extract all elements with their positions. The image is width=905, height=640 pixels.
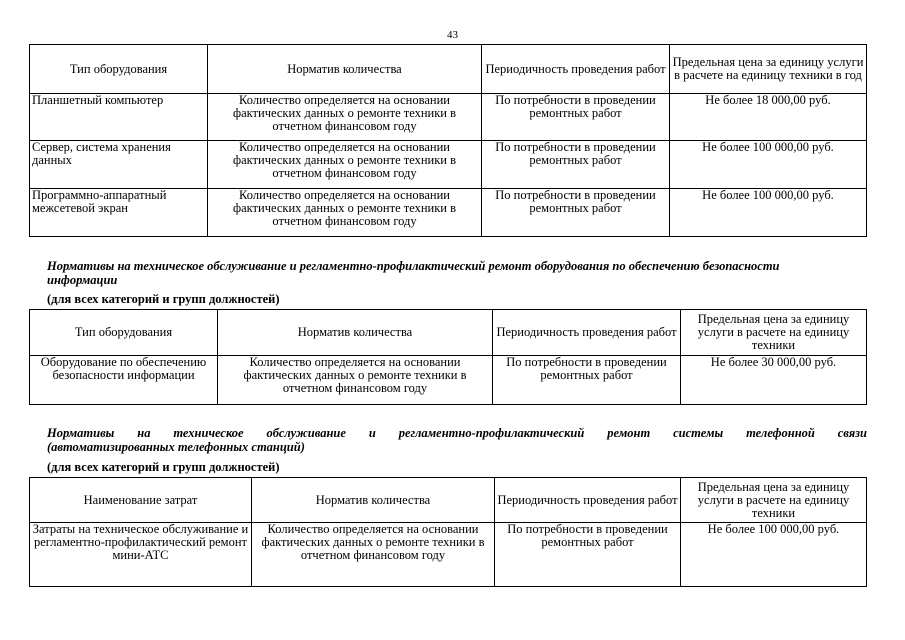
equipment-repair-table xyxy=(29,44,867,237)
section-heading xyxy=(47,426,867,454)
table-cell: Не более 100 000,00 руб. xyxy=(670,141,867,189)
security-equipment-table xyxy=(29,309,867,405)
column-header: Тип оборудования xyxy=(30,310,218,356)
table-cell: Не более 100 000,00 руб. xyxy=(670,189,867,237)
column-header: Норматив количества xyxy=(218,310,493,356)
table-cell: Планшетный компьютер xyxy=(30,94,208,141)
column-header: Тип оборудования xyxy=(30,45,208,94)
table-cell: Количество определяется на основании фактических данных о ремонте техники в отчетном финансовом году xyxy=(252,523,495,587)
table-cell: Оборудование по обеспечению безопасности информации xyxy=(30,356,218,405)
table-cell: Количество определяется на основании фактических данных о ремонте техники в отчетном финансовом году xyxy=(208,189,482,237)
page-number: 43 xyxy=(447,29,458,41)
column-header: Норматив количества xyxy=(208,45,482,94)
table-cell: Затраты на техническое обслуживание и регламентно-профилактический ремонт мини-АТС xyxy=(30,523,252,587)
table-cell: Сервер, система хранения данных xyxy=(30,141,208,189)
table-cell: Количество определяется на основании фактических данных о ремонте техники в отчетном финансовом году xyxy=(208,141,482,189)
table-cell: Программно-аппаратный межсетевой экран xyxy=(30,189,208,237)
telephone-system-table xyxy=(29,477,867,587)
table-cell: По потребности в проведении ремонтных работ xyxy=(482,141,670,189)
table-header-row xyxy=(30,45,867,94)
table-cell: Количество определяется на основании фактических данных о ремонте техники в отчетном финансовом году xyxy=(208,94,482,141)
column-header: Периодичность проведения работ xyxy=(495,478,681,523)
column-header: Предельная цена за единицу услуги в расчете на единицу техники в год xyxy=(670,45,867,94)
table-row xyxy=(30,356,867,405)
table-header-row xyxy=(30,310,867,356)
table-row xyxy=(30,523,867,587)
section-heading-line: (автоматизированных телефонных станций) xyxy=(47,440,305,454)
section-heading-line: Нормативы на техническое обслуживание и регламентно-профилактический ремонт системы телефонной связи xyxy=(47,426,867,440)
section-heading-line: информации xyxy=(47,273,118,287)
column-header: Норматив количества xyxy=(252,478,495,523)
table-cell: По потребности в проведении ремонтных работ xyxy=(482,189,670,237)
section-heading-line: Нормативы на техническое обслуживание и регламентно-профилактический ремонт оборудования по обеспечению безопасности xyxy=(47,259,780,273)
table-cell: Количество определяется на основании фактических данных о ремонте техники в отчетном финансовом году xyxy=(218,356,493,405)
table-cell: Не более 100 000,00 руб. xyxy=(681,523,867,587)
section-subheading: (для всех категорий и групп должностей) xyxy=(47,292,280,306)
column-header: Предельная цена за единицу услуги в расчете на единицу техники xyxy=(681,478,867,523)
table-row xyxy=(30,141,867,189)
table-row xyxy=(30,94,867,141)
section-heading xyxy=(47,259,867,287)
table-cell: По потребности в проведении ремонтных работ xyxy=(495,523,681,587)
column-header: Наименование затрат xyxy=(30,478,252,523)
table-cell: Не более 18 000,00 руб. xyxy=(670,94,867,141)
column-header: Предельная цена за единицу услуги в расчете на единицу техники xyxy=(681,310,867,356)
section-subheading: (для всех категорий и групп должностей) xyxy=(47,460,280,474)
table-cell: По потребности в проведении ремонтных работ xyxy=(482,94,670,141)
table-cell: По потребности в проведении ремонтных работ xyxy=(493,356,681,405)
table-header-row xyxy=(30,478,867,523)
table-cell: Не более 30 000,00 руб. xyxy=(681,356,867,405)
table-row xyxy=(30,189,867,237)
column-header: Периодичность проведения работ xyxy=(493,310,681,356)
column-header: Периодичность проведения работ xyxy=(482,45,670,94)
